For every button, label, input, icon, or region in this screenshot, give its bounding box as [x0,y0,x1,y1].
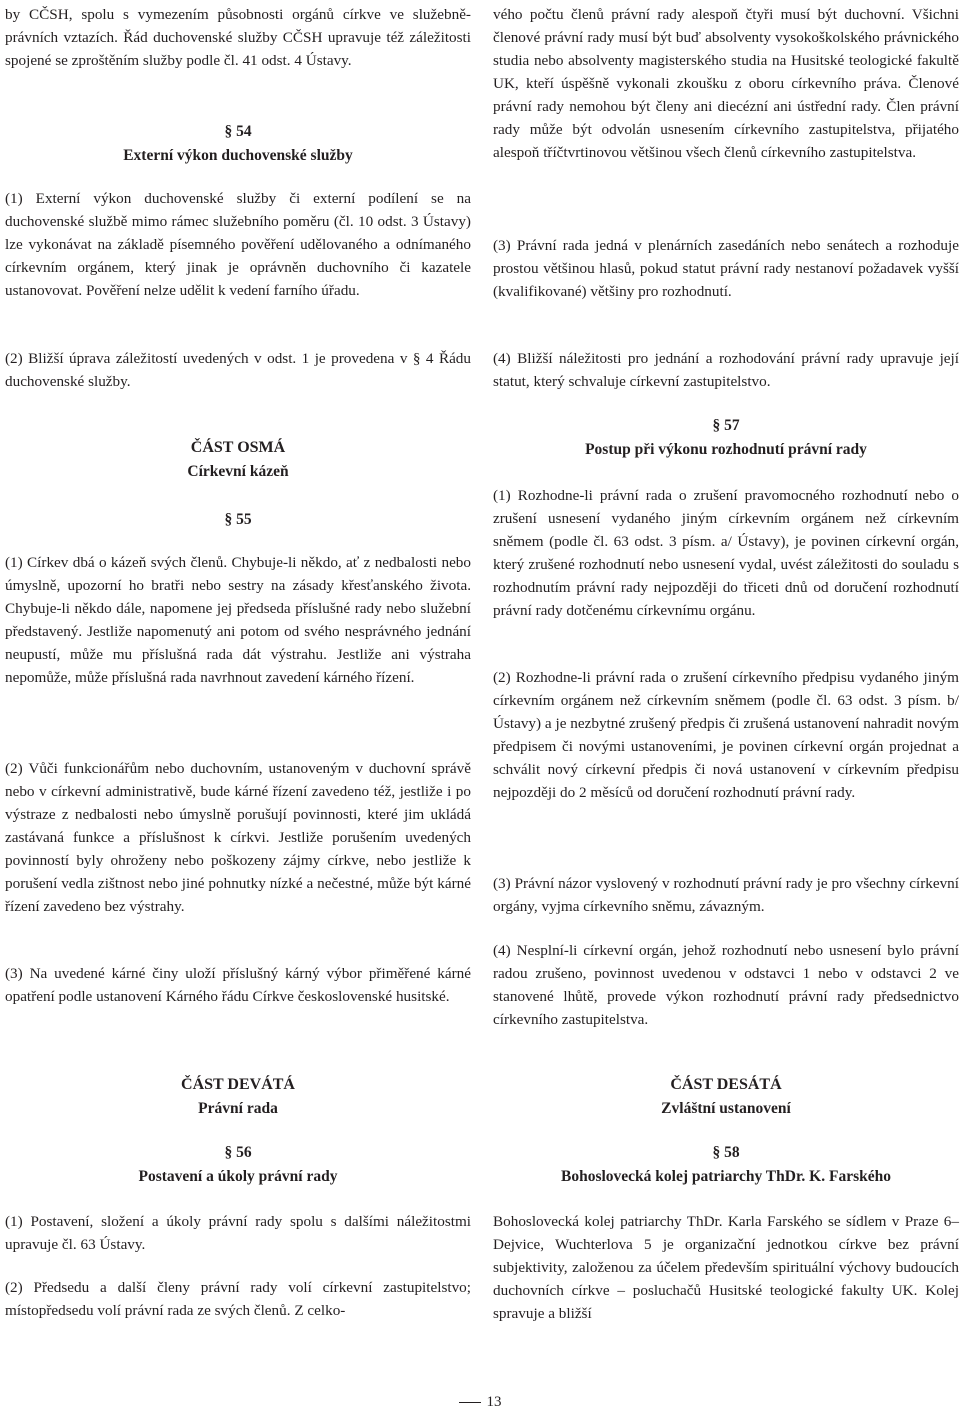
section-56-paragraph-4: (4) Bližší náležitosti pro jednání a rozhodování právní rady upravuje její statut, který schvaluje církevní zastupitelstvo. [493,350,959,390]
section-title: Externí výkon duchovenské služby [123,147,353,164]
page-number: 13 [486,1394,502,1410]
part-9-heading [5,1073,471,1121]
section-58-heading [493,1141,959,1189]
section-56-paragraph-1-block [5,1210,471,1256]
part-title: Církevní kázeň [187,463,289,480]
part-8-heading [5,436,471,484]
part-title: Zvláštní ustanovení [661,1100,791,1117]
section-57-paragraph-4-block [493,939,959,1031]
section-55-heading [5,508,471,532]
section-57-paragraph-4: (4) Nesplní-li církevní orgán, jehož rozhodnutí nebo usnesení bylo právní radou zrušeno, povinnost uvedenou v odstavci 1 nebo v odstavci 2 ve stanovené lhůtě, provede výkon rozhodnutí právní rady předsednictvo církevního zastupitelstva. [493,942,959,1028]
section-title: Bohoslovecká kolej patriarchy ThDr. K. Farského [561,1168,891,1185]
section-55-paragraph-3: (3) Na uvedené kárné činy uloží příslušný kárný výbor přiměřené kárné opatření podle ustanovení Kárného řádu Církve československé husitské. [5,965,471,1005]
section-57-paragraph-1: (1) Rozhodne-li právní rada o zrušení pravomocného rozhodnutí nebo o zrušení usnesení vydaného jiným církevním orgánem než církevním sněmem (podle čl. 63 odst. 3 písm. a/ Ústavy), je povinen církevní orgán, který zrušené rozhodnutí nebo usnesení vydal, uvést záležitosti do souladu s rozhodnutím právní rady nejpozději do třiceti dnů od doručení rozhodnutí právní rady dotčenému církevnímu orgánu. [493,487,959,619]
section-57-paragraph-3-block [493,872,959,918]
section-57-heading [493,414,959,462]
section-55-paragraph-2-block [5,757,471,918]
section-56-paragraph-3: (3) Právní rada jedná v plenárních zasedáních nebo senátech a rozhoduje prostou většinou hlasů, pokud statut právní rady nestanoví požadavek vyšší (kvalifikované) většiny pro rozhodnutí. [493,237,959,300]
section-56-paragraph-3-block [493,234,959,303]
part-10-heading [493,1073,959,1121]
section-55-paragraph-2: (2) Vůči funkcionářům nebo duchovním, ustanoveným v duchovní správě nebo v církevní administrativě, bude kárné řízení zavedeno též, jestliže i po výstraze z nedbalosti nebo úmyslně porušují povinnosti, které jim ukládá zastávaná funkce a příslušnost k církvi. Jestliže porušením uvedených povinností byly ohroženy nebo poškozeny zájmy církve, nebo jestliže k porušení vedla zištnost nebo jiné pohnutky nízké a nečestné, může být kárné řízení zavedeno bez výstrahy. [5,760,471,915]
section-54-heading [5,120,471,168]
part-label: ČÁST DESÁTÁ [670,1076,782,1093]
intro-paragraph-block [5,3,471,72]
section-number: § 58 [712,1144,740,1161]
section-56-paragraph-2-block [5,1276,471,1322]
page-footer [0,1392,960,1412]
section-54-paragraph-2-block [5,347,471,393]
section-55-paragraph-1-block [5,551,471,689]
intro-paragraph: by CČSH, spolu s vymezením působnosti orgánů církve ve služebně-právních vztazích. Řád duchovenské služby CČSH upravuje též záležitosti spojené se zproštěním služby podle čl. 41 odst. 4 Ústavy. [5,6,471,69]
section-54-paragraph-1-block [5,187,471,302]
section-54-paragraph-1: (1) Externí výkon duchovenské služby či externí podílení se na duchovenské službě mimo rámec služebního poměru (čl. 10 odst. 3 Ústavy) lze vykonávat na základě písemného pověření udělovaného a odnímaného církevním orgánem, který jinak je oprávněn duchovního či kazatele ustanovovat. Pověření nelze udělit k vedení farního úřadu. [5,190,471,299]
continued-paragraph-block [493,3,959,164]
section-57-paragraph-2: (2) Rozhodne-li právní rada o zrušení církevního předpisu vydaného jiným církevním orgánem než církevním sněmem (podle čl. 63 odst. 3 písm. b/ Ústavy) a je nezbytné zrušený předpis či zrušená ustanovení nahradit novým předpisem či novými ustanoveními, je povinen církevní orgán projednat a schválit nový církevní předpis či nová ustanovení v církevním předpisu nejpozději do 2 měsíců od doručení rozhodnutí právní rady. [493,669,959,801]
part-title: Právní rada [198,1100,278,1117]
section-58-paragraph-1-block [493,1210,959,1325]
section-56-paragraph-1: (1) Postavení, složení a úkoly právní rady spolu s dalšími náležitostmi upravuje čl. 63 Ústavy. [5,1213,471,1253]
section-55-paragraph-3-block [5,962,471,1008]
section-title: Postavení a úkoly právní rady [138,1168,338,1185]
part-label: ČÁST OSMÁ [190,439,286,456]
section-57-paragraph-3: (3) Právní názor vyslovený v rozhodnutí právní rady je pro všechny církevní orgány, vyjma církevního sněmu, závazným. [493,875,959,915]
part-label: ČÁST DEVÁTÁ [181,1076,295,1093]
section-56-heading [5,1141,471,1189]
section-57-paragraph-2-block [493,666,959,804]
section-number: § 54 [224,123,252,140]
section-55-paragraph-1: (1) Církev dbá o kázeň svých členů. Chybuje-li někdo, ať z nedbalosti nebo úmyslně, upozorní ho bratři nebo sestry na zásady křesťanského života. Chybuje-li někdo dále, napomene jej předseda příslušné rady nebo služební představený. Jestliže napomenutý ani potom od svého nesprávného jednání neupustí, může mu příslušná rada dát výstrahu. Jestliže ani výstraha nepomůže, může příslušná rada navrhnout zavedení kárného řízení. [5,554,471,686]
section-56-paragraph-2: (2) Předsedu a další členy právní rady volí církevní zastupitelstvo; místopředsedu volí právní rada ze svých členů. Z celko- [5,1279,471,1319]
page-number-rule [459,1402,481,1403]
continued-paragraph: vého počtu členů právní rady alespoň čtyři musí být duchovní. Všichni členové právní rady musí být buď absolventy vysokoškolského právnického studia nebo absolventy magisterského studia na Husitské teologické fakultě UK, kteří úspěšně vykonali zkoušku z oboru církevního práva. Členové právní rady nemohou být členy ani diecézní ani ústřední rady. Člen právní rady může být odvolán usnesením církevního zastupitelstva, přijatého alespoň tříčtvrtinovou většinou všech členů církevního zastupitelstva. [493,6,959,161]
section-number: § 56 [224,1144,252,1161]
section-54-paragraph-2: (2) Bližší úprava záležitostí uvedených v odst. 1 je provedena v § 4 Řádu duchovenské služby. [5,350,471,390]
section-57-paragraph-1-block [493,484,959,622]
section-title: Postup při výkonu rozhodnutí právní rady [585,441,867,458]
section-number: § 57 [712,417,740,434]
section-58-paragraph-1: Bohoslovecká kolej patriarchy ThDr. Karla Farského se sídlem v Praze 6–Dejvice, Wuchterlova 5 je organizační jednotkou církve bez právní subjektivity, založenou za účelem především spirituální výchovy budoucích duchovních církve – posluchačů Husitské teologické fakulty UK. Kolej spravuje a bližší [493,1213,959,1322]
section-number: § 55 [224,511,252,528]
section-56-paragraph-4-block [493,347,959,393]
